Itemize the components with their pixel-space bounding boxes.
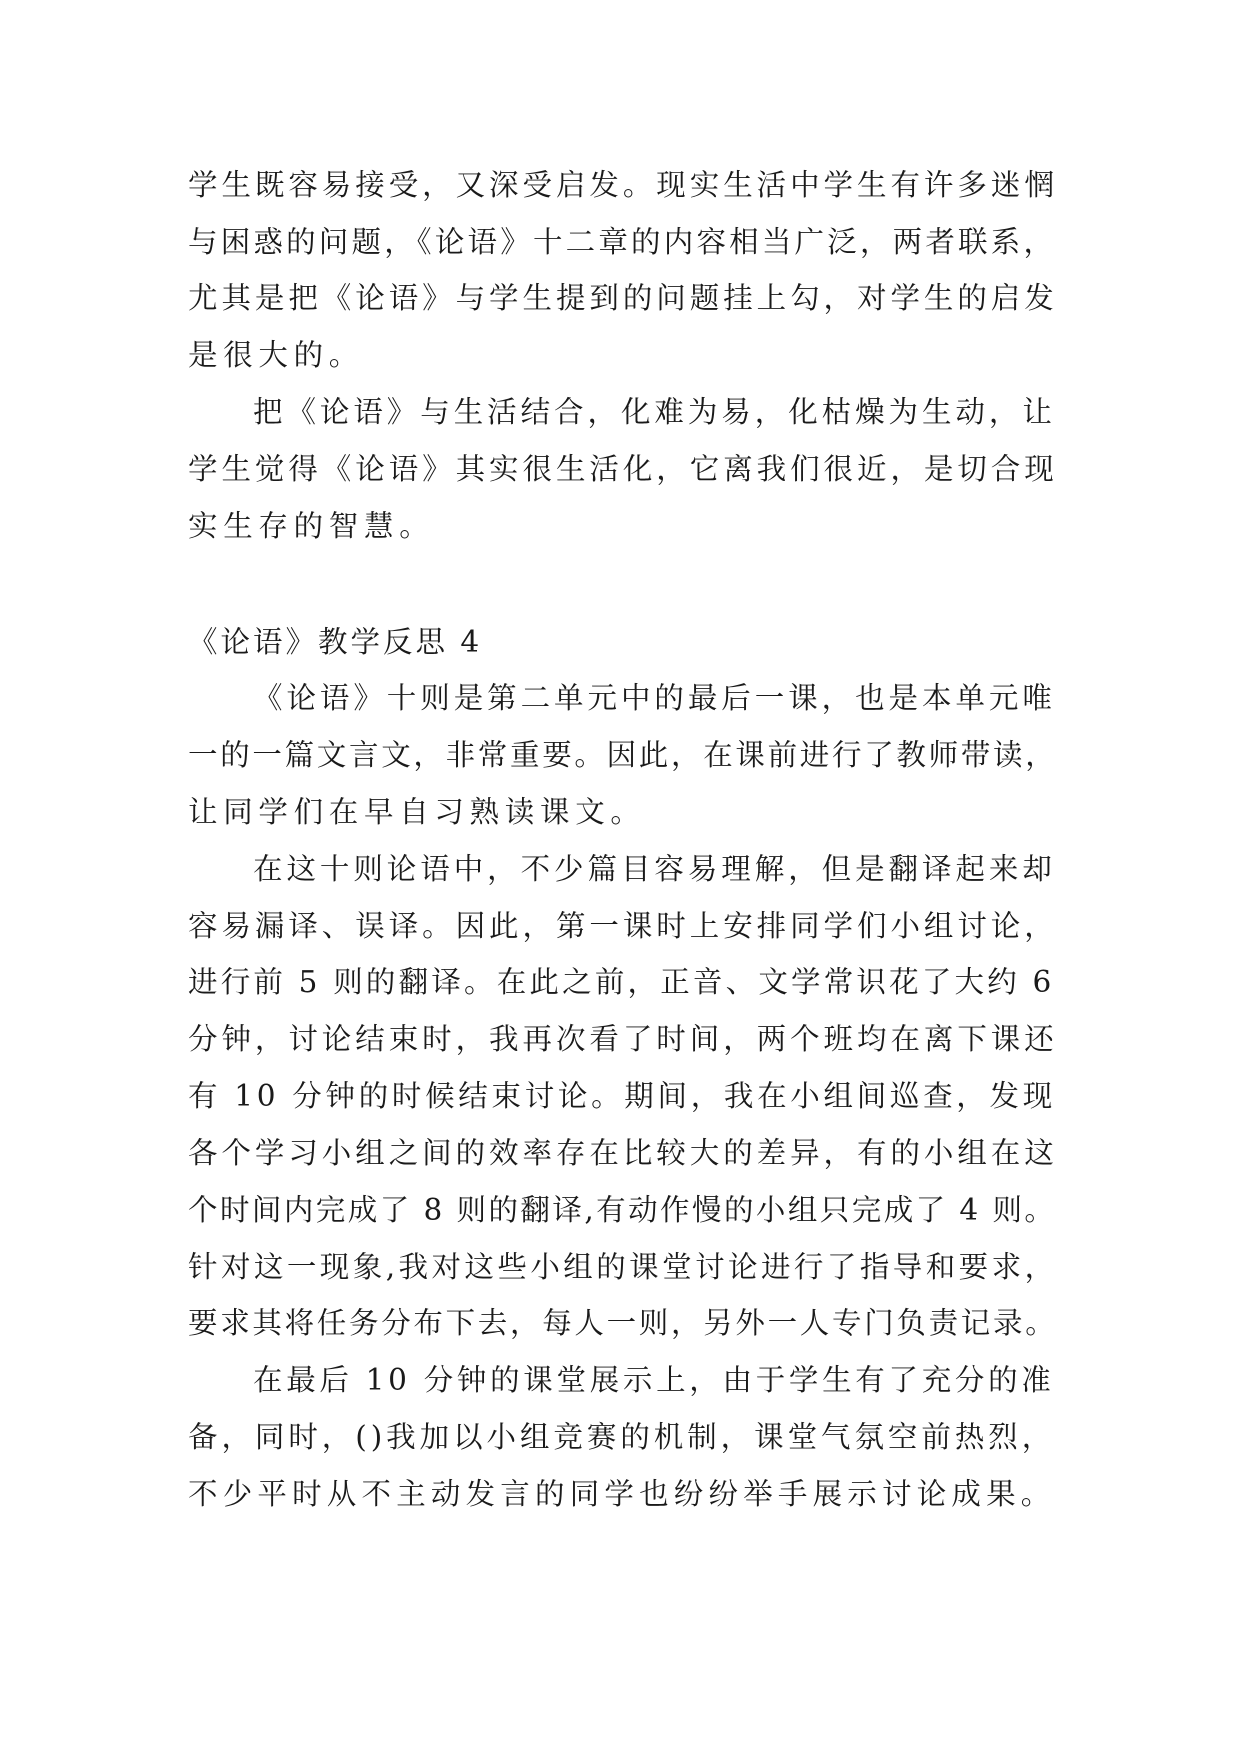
paragraph-line: 学生既容易接受，又深受启发。现实生活中学生有许多迷惘 <box>188 168 1058 202</box>
paragraph-line: 让同学们在早自习熟读课文。 <box>188 795 646 829</box>
paragraph-line: 在最后 10 分钟的课堂展示上，由于学生有了充分的准 <box>253 1363 1055 1397</box>
paragraph-line: 学生觉得《论语》其实很生活化，它离我们很近，是切合现 <box>188 452 1058 486</box>
section-title: 《论语》教学反思 4 <box>188 625 483 659</box>
paragraph-line: 备，同时，()我加以小组竞赛的机制，课堂气氛空前热烈， <box>188 1420 1056 1454</box>
paragraph-line: 把《论语》与生活结合，化难为易，化枯燥为生动，让 <box>253 395 1056 429</box>
paragraph-line: 实生存的智慧。 <box>188 509 435 543</box>
paragraph-line: 分钟，讨论结束时，我再次看了时间，两个班均在离下课还 <box>188 1022 1058 1056</box>
paragraph-line: 一的一篇文言文，非常重要。因此，在课前进行了教师带读， <box>188 738 1058 772</box>
paragraph-line: 尤其是把《论语》与学生提到的问题挂上勾，对学生的启发 <box>188 281 1058 315</box>
paragraph-line: 要求其将任务分布下去，每人一则，另外一人专门负责记录。 <box>188 1306 1058 1340</box>
paragraph-line: 与困惑的问题，《论语》十二章的内容相当广泛，两者联系， <box>188 225 1057 259</box>
paragraph-line: 各个学习小组之间的效率存在比较大的差异，有的小组在这 <box>188 1136 1058 1170</box>
paragraph-line: 在这十则论语中，不少篇目容易理解，但是翻译起来却 <box>253 852 1056 886</box>
paragraph-line: 进行前 5 则的翻译。在此之前，正音、文学常识花了大约 6 <box>188 965 1055 999</box>
paragraph-line: 针对这一现象,我对这些小组的课堂讨论进行了指导和要求， <box>188 1250 1058 1284</box>
paragraph-line: 不少平时从不主动发言的同学也纷纷举手展示讨论成果。 <box>188 1477 1056 1511</box>
paragraph-line: 容易漏译、误译。因此，第一课时上安排同学们小组讨论， <box>188 909 1058 943</box>
paragraph-line: 是很大的。 <box>188 338 365 372</box>
paragraph-line: 有 10 分钟的时候结束讨论。期间，我在小组间巡查，发现 <box>188 1079 1056 1113</box>
paragraph-line: 《论语》十则是第二单元中的最后一课，也是本单元唯 <box>253 681 1056 715</box>
paragraph-line: 个时间内完成了 8 则的翻译,有动作慢的小组只完成了 4 则。 <box>188 1193 1057 1227</box>
